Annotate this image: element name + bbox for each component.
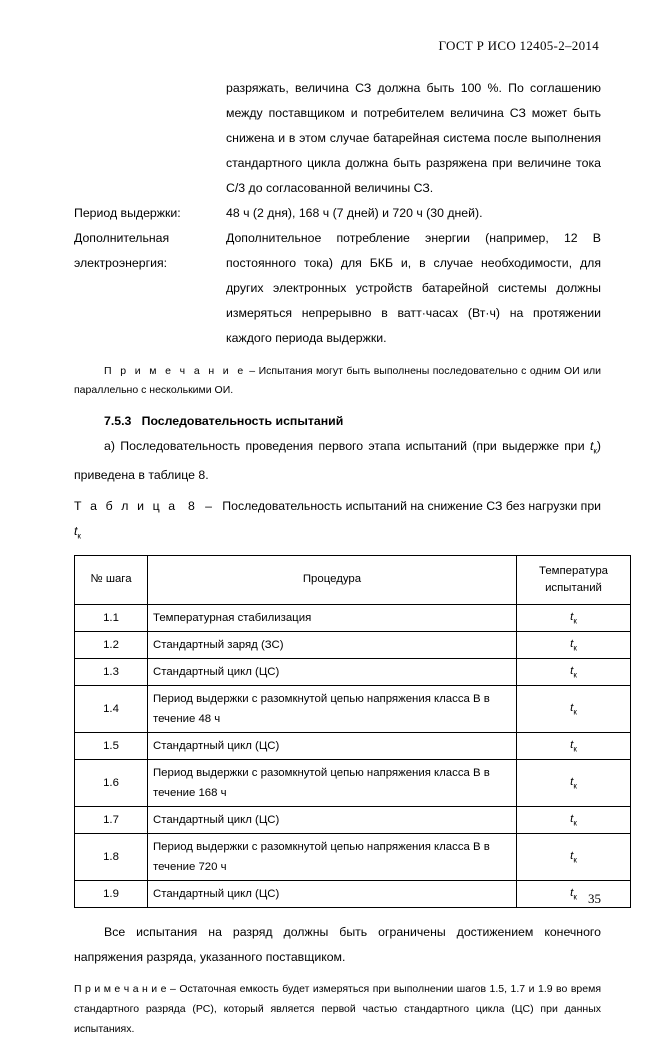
cell-step: 1.9 xyxy=(75,880,148,907)
cell-procedure: Стандартный цикл (ЦС) xyxy=(148,658,517,685)
note-label: П р и м е ч а н и е xyxy=(104,365,246,377)
table-caption-text: Последовательность испытаний на снижение СЗ без нагрузки при $t_к$ xyxy=(74,499,602,541)
cell-step: 1.2 xyxy=(75,631,148,658)
table-header-step: № шага xyxy=(75,555,148,604)
note-dash: – xyxy=(170,982,176,995)
note-dash: – xyxy=(249,365,256,377)
table-header-row xyxy=(75,555,631,604)
note-text: Остаточная емкость будет измеряться при выполнении шагов 1.5, 1.7 и 1.9 во время стандартного разряда (РС), который является первой частью стандартного цикла (ЦС) при данных испытаниях. xyxy=(74,982,602,1035)
intro-paragraph-text: разряжать, величина СЗ должна быть 100 %. По соглашению между поставщиком и потребителем величина СЗ может быть снижена и в этом случае батарейная система после выполнения стандартного цикла должна быть разряжена при величине тока С/3 до согласованной величины СЗ. xyxy=(226,81,601,195)
cell-procedure: Период выдержки с разомкнутой цепью напряжения класса В в течение 168 ч xyxy=(148,759,517,806)
table-caption-number: 8 xyxy=(188,499,195,514)
cell-temperature: $t_к$ xyxy=(517,880,631,907)
test-sequence-table xyxy=(74,555,631,908)
page-number: 35 xyxy=(588,891,601,906)
note-block-2 xyxy=(74,979,601,1039)
cell-step: 1.4 xyxy=(75,685,148,732)
table-row xyxy=(75,880,631,907)
paragraph-a xyxy=(74,434,601,488)
cell-step: 1.6 xyxy=(75,759,148,806)
note-text: Испытания могут быть выполнены последовательно с одним ОИ или параллельно с несколькими ОИ. xyxy=(74,365,602,396)
paragraph-a-text: а) Последовательность проведения первого этапа испытаний (при выдержке при $t_к$) приведена в таблице 8. xyxy=(74,439,601,483)
table-row xyxy=(75,685,631,732)
cell-temperature: $t_к$ xyxy=(517,732,631,759)
intro-paragraph xyxy=(226,76,601,201)
table-header-temperature: Температура испытаний xyxy=(517,555,631,604)
cell-step: 1.5 xyxy=(75,732,148,759)
cell-temperature: $t_к$ xyxy=(517,658,631,685)
cell-step: 1.8 xyxy=(75,833,148,880)
cell-step: 1.1 xyxy=(75,604,148,631)
page-header: ГОСТ Р ИСО 12405-2–2014 xyxy=(438,38,599,53)
cell-temperature: $t_к$ xyxy=(517,685,631,732)
table-row xyxy=(75,759,631,806)
section-heading xyxy=(104,414,601,428)
cell-temperature: $t_к$ xyxy=(517,604,631,631)
cell-procedure: Период выдержки с разомкнутой цепью напряжения класса В в течение 720 ч xyxy=(148,833,517,880)
table-caption-label: Т а б л и ц а xyxy=(74,499,178,514)
section-title: Последовательность испытаний xyxy=(141,414,344,428)
note-label: П р и м е ч а н и е xyxy=(74,982,167,995)
cell-temperature: $t_к$ xyxy=(517,631,631,658)
table-row xyxy=(75,604,631,631)
table-header-procedure: Процедура xyxy=(148,555,517,604)
cell-procedure: Период выдержки с разомкнутой цепью напряжения класса В в течение 48 ч xyxy=(148,685,517,732)
cell-procedure: Стандартный цикл (ЦС) xyxy=(148,732,517,759)
definition-row-extra-power xyxy=(74,226,601,351)
cell-procedure: Стандартный цикл (ЦС) xyxy=(148,806,517,833)
table-row xyxy=(75,631,631,658)
definition-description-text: 48 ч (2 дня), 168 ч (7 дней) и 720 ч (30 дней). xyxy=(226,206,483,220)
definition-term: Дополнительная электроэнергия: xyxy=(74,231,170,270)
table-row xyxy=(75,833,631,880)
cell-temperature: $t_к$ xyxy=(517,759,631,806)
definition-term: Период выдержки: xyxy=(74,206,181,220)
cell-procedure: Стандартный цикл (ЦС) xyxy=(148,880,517,907)
cell-step: 1.3 xyxy=(75,658,148,685)
table-caption-dash: – xyxy=(205,499,212,514)
section-number: 7.5.3 xyxy=(104,414,132,428)
note-block-1 xyxy=(74,362,601,400)
table-body xyxy=(75,604,631,907)
cell-procedure: Температурная стабилизация xyxy=(148,604,517,631)
cell-step: 1.7 xyxy=(75,806,148,833)
table-caption xyxy=(74,494,601,548)
definition-description xyxy=(226,226,601,351)
after-table-paragraph xyxy=(74,920,601,970)
after-table-text: Все испытания на разряд должны быть ограничены достижением конечного напряжения разряда, указанного поставщиком. xyxy=(74,924,601,964)
definition-row-holding-period xyxy=(74,201,601,226)
cell-temperature: $t_к$ xyxy=(517,833,631,880)
cell-procedure: Стандартный заряд (ЗС) xyxy=(148,631,517,658)
table-row xyxy=(75,658,631,685)
table-row xyxy=(75,806,631,833)
definition-description xyxy=(226,201,601,226)
definition-description-text: Дополнительное потребление энергии (например, 12 В постоянного тока) для БКБ и, в случае необходимости, для других электронных устройств батарейной системы должны измеряться непрерывно в ватт·часах (Вт·ч) на протяжении каждого периода выдержки. xyxy=(226,231,601,345)
table-row xyxy=(75,732,631,759)
cell-temperature: $t_к$ xyxy=(517,806,631,833)
